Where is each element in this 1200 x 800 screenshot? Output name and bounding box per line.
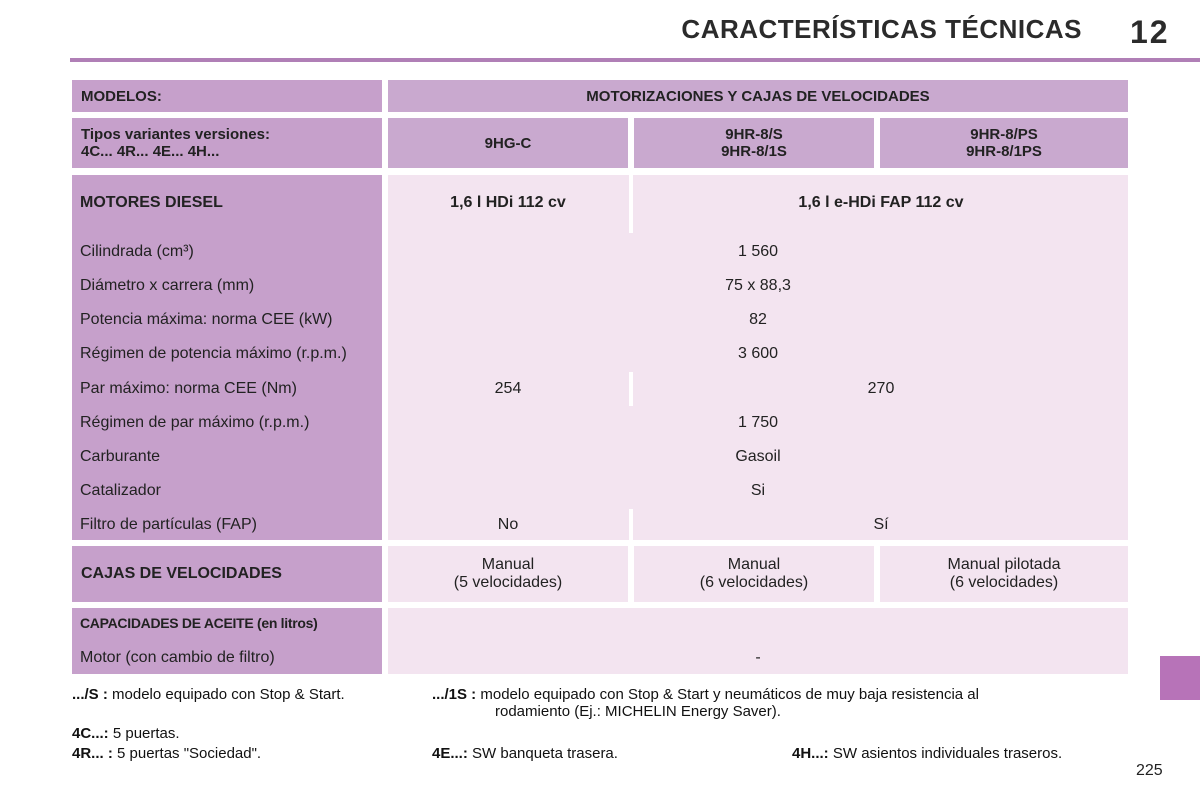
par-separator (629, 372, 633, 406)
caja-3 (880, 546, 1128, 602)
catalizador-value: Si (750, 482, 766, 499)
chapter-number: 12 (1130, 14, 1170, 50)
note-4c (72, 725, 180, 742)
page-title: CARACTERÍSTICAS TÉCNICAS (681, 14, 1082, 44)
diametro-label: Diámetro x carrera (mm) (80, 277, 255, 294)
cilindrada-label: Cilindrada (cm³) (80, 243, 194, 260)
version-3-header (880, 118, 1128, 168)
filtro-value-2: Sí (873, 516, 889, 533)
caja-2-line2: (6 velocidades) (699, 574, 809, 591)
caja-2 (634, 546, 874, 602)
engine-2: 1,6 l e-HDi FAP 112 cv (798, 194, 964, 211)
note-4h (792, 745, 1062, 762)
caja-3-line2: (6 velocidades) (949, 574, 1059, 591)
motor-filtro-value: - (755, 649, 761, 666)
note-4e-text: SW banqueta trasera. (472, 745, 618, 762)
title-rule (70, 58, 1200, 62)
caja-3-line1: Manual pilotada (947, 556, 1061, 573)
version-2-header (634, 118, 874, 168)
regimen-potencia-value: 3 600 (737, 345, 779, 362)
caja-1 (388, 546, 628, 602)
note-4e-key: 4E...: (432, 745, 468, 762)
filtro-value-1: No (497, 516, 519, 533)
par-value-2: 270 (867, 380, 895, 397)
potencia-label: Potencia máxima: norma CEE (kW) (80, 311, 333, 328)
regimen-par-label: Régimen de par máximo (r.p.m.) (80, 414, 310, 431)
version-1-header (388, 118, 628, 168)
chapter-tab (1160, 656, 1200, 700)
cilindrada-value: 1 560 (737, 243, 779, 260)
version-3-line2: 9HR-8/1PS (966, 143, 1042, 160)
motor-filtro-label: Motor (con cambio de filtro) (80, 649, 275, 666)
carburante-value: Gasoil (735, 448, 781, 465)
motorizaciones-header (388, 80, 1128, 112)
note-1s-key: .../1S : (432, 686, 477, 703)
version-2-line1: 9HR-8/S (725, 126, 783, 143)
modelos-header (72, 80, 382, 112)
note-4r-text: 5 puertas "Sociedad". (117, 745, 262, 762)
filtro-label: Filtro de partículas (FAP) (80, 516, 257, 533)
version-1-label: 9HG-C (484, 134, 532, 152)
tipos-header (72, 118, 382, 168)
page-number: 225 (1136, 762, 1163, 779)
note-1s-text-line2: rodamiento (Ej.: MICHELIN Energy Saver). (495, 703, 781, 720)
note-4r (72, 745, 261, 762)
note-s (72, 686, 345, 703)
note-s-text: modelo equipado con Stop & Start. (112, 686, 345, 703)
note-4e (432, 745, 618, 762)
caja-2-line1: Manual (727, 556, 781, 573)
note-4c-text: 5 puertas. (112, 725, 180, 742)
catalizador-label: Catalizador (80, 482, 161, 499)
regimen-par-value: 1 750 (737, 414, 779, 431)
cajas-label: CAJAS DE VELOCIDADES (72, 546, 382, 602)
carburante-label: Carburante (80, 448, 161, 465)
version-3-line1: 9HR-8/PS (970, 126, 1038, 143)
note-4h-key: 4H...: (792, 745, 829, 762)
motorizaciones-label: MOTORIZACIONES Y CAJAS DE VELOCIDADES (586, 87, 930, 105)
note-4c-key: 4C...: (72, 725, 109, 742)
engine-1: 1,6 l HDi 112 cv (450, 194, 566, 211)
par-label: Par máximo: norma CEE (Nm) (80, 380, 297, 397)
version-2-line2: 9HR-8/1S (721, 143, 787, 160)
note-1s-text-line1: modelo equipado con Stop & Start y neumáticos de muy baja resistencia al (480, 686, 979, 703)
modelos-label: MODELOS: (81, 87, 162, 105)
tipos-label-line2: 4C... 4R... 4E... 4H... (81, 143, 220, 160)
caja-1-line1: Manual (481, 556, 535, 573)
filtro-separator (629, 509, 633, 540)
caja-1-line2: (5 velocidades) (453, 574, 563, 591)
diametro-value: 75 x 88,3 (725, 277, 791, 294)
tipos-label-line1: Tipos variantes versiones: (81, 126, 270, 143)
par-value-1: 254 (494, 380, 522, 397)
aceite-label: CAPACIDADES DE ACEITE (en litros) (80, 615, 318, 631)
note-1s (432, 686, 1132, 720)
motores-label: MOTORES DIESEL (80, 194, 223, 211)
note-s-key: .../S : (72, 686, 108, 703)
note-4r-key: 4R... : (72, 745, 113, 762)
potencia-value: 82 (749, 311, 767, 328)
regimen-potencia-label: Régimen de potencia máximo (r.p.m.) (80, 345, 347, 362)
note-4h-text: SW asientos individuales traseros. (832, 745, 1063, 762)
engine-separator (629, 175, 633, 233)
